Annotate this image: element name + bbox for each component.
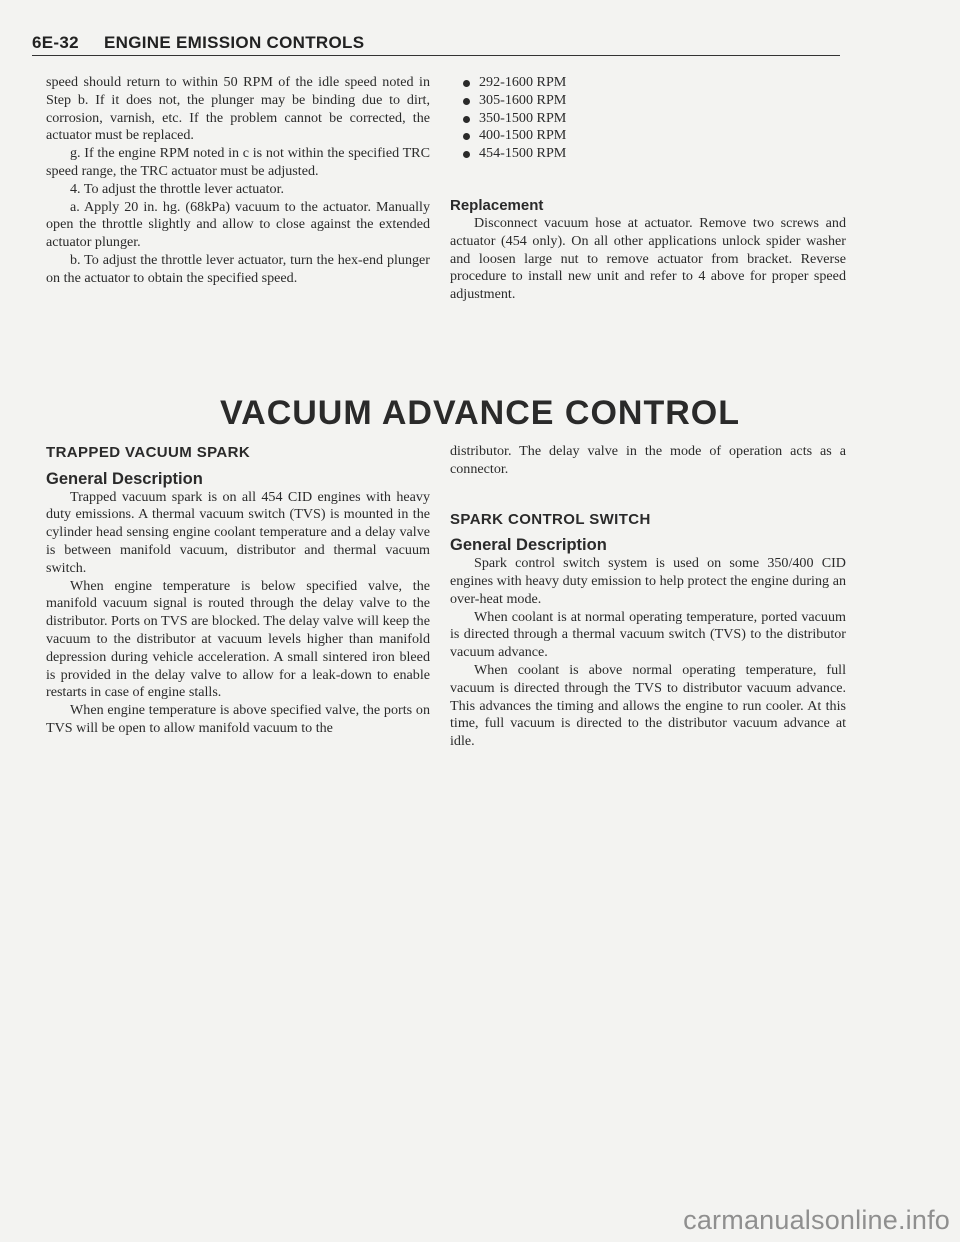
paragraph: b. To adjust the throttle lever actuator, turn the hex-end plunger on the actuator to obtain the specified speed. — [46, 251, 430, 286]
page-code: 6E-32 — [32, 33, 79, 52]
rpm-list — [463, 74, 846, 163]
bullet-icon — [463, 133, 470, 140]
list-item — [463, 145, 846, 163]
paragraph: When engine temperature is below specified valve, the manifold vacuum signal is routed through the delay valve to the distributor. Ports on TVS are blocked. The delay valve will keep the vacuum to the distributor at vacuum levels higher than manifold depression during vehicle acceleration. A small sintered iron bleed is provided in the delay valve to allow for a leak-down to enable restarts in case of engine stalls. — [46, 577, 430, 701]
list-item — [463, 92, 846, 110]
list-item — [463, 110, 846, 128]
rpm-value: 305-1600 RPM — [479, 91, 567, 108]
bottom-right-column — [450, 443, 846, 751]
paragraph: distributor. The delay valve in the mode of operation acts as a connector. — [450, 443, 846, 477]
bottom-left-column — [46, 444, 430, 738]
paragraph: Spark control switch system is used on some 350/400 CID engines with heavy duty emission to help protect the engine during an over-heat mode. — [450, 555, 846, 607]
paragraph: When coolant is at normal operating temperature, ported vacuum is directed through a thermal vacuum switch (TVS) to the distributor vacuum advance. — [450, 608, 846, 661]
replacement-heading: Replacement — [450, 196, 544, 214]
paragraph: speed should return to within 50 RPM of the idle speed noted in Step b. If it does not, the plunger may be binding due to dirt, corrosion, varnish, etc. If the problem cannot be corrected, the actuator must be replaced. — [46, 74, 430, 144]
replacement-paragraph: Disconnect vacuum hose at actuator. Remove two screws and actuator (454 only). On all other applications unlock spider washer and loosen large nut to remove actuator from bracket. Reverse procedure to install new unit and refer to 4 above for proper speed adjustment. — [450, 214, 846, 303]
paragraph: When coolant is above normal operating temperature, full vacuum is directed through the TVS to distributor vacuum advance. This advances the timing and allows the engine to run cooler. At this time, full vacuum is directed to the distributor vacuum advance at idle. — [450, 661, 846, 750]
scs-heading: SPARK CONTROL SWITCH — [450, 510, 651, 528]
bullet-icon — [463, 151, 470, 158]
page-header — [32, 33, 840, 56]
bullet-icon — [463, 116, 470, 123]
bullet-icon — [463, 98, 470, 105]
site-watermark: carmanualsonline.info — [683, 1205, 950, 1235]
bullet-icon — [463, 80, 470, 87]
section-title: VACUUM ADVANCE CONTROL — [219, 394, 740, 432]
paragraph: Trapped vacuum spark is on all 454 CID engines with heavy duty emissions. A thermal vacuum switch (TVS) is mounted in the cylinder head sensing engine coolant temperature and a delay valve is between manifold vacuum, distributor and thermal vacuum switch. — [46, 488, 430, 576]
paragraph: 4. To adjust the throttle lever actuator. — [70, 180, 285, 197]
top-left-column — [46, 74, 430, 288]
paragraph: When engine temperature is above specified valve, the ports on TVS will be open to allow manifold vacuum to the — [46, 702, 430, 736]
rpm-value: 292-1600 RPM — [479, 74, 567, 90]
rpm-value: 454-1500 RPM — [479, 145, 567, 162]
top-right-column — [450, 74, 846, 304]
rpm-value: 350-1500 RPM — [479, 109, 567, 126]
paragraph: a. Apply 20 in. hg. (68kPa) vacuum to the actuator. Manually open the throttle slightly and allow to close against the extended actuator plunger. — [46, 198, 430, 251]
list-item — [463, 127, 846, 145]
scs-subheading: General Description — [450, 536, 607, 555]
rpm-value: 400-1500 RPM — [479, 127, 567, 144]
tvs-heading: TRAPPED VACUUM SPARK — [46, 444, 251, 461]
tvs-subheading: General Description — [46, 469, 203, 488]
chapter-title: ENGINE EMISSION CONTROLS — [104, 33, 365, 52]
list-item — [463, 74, 846, 92]
paragraph: g. If the engine RPM noted in c is not within the specified TRC speed range, the TRC actuator must be adjusted. — [46, 145, 430, 179]
